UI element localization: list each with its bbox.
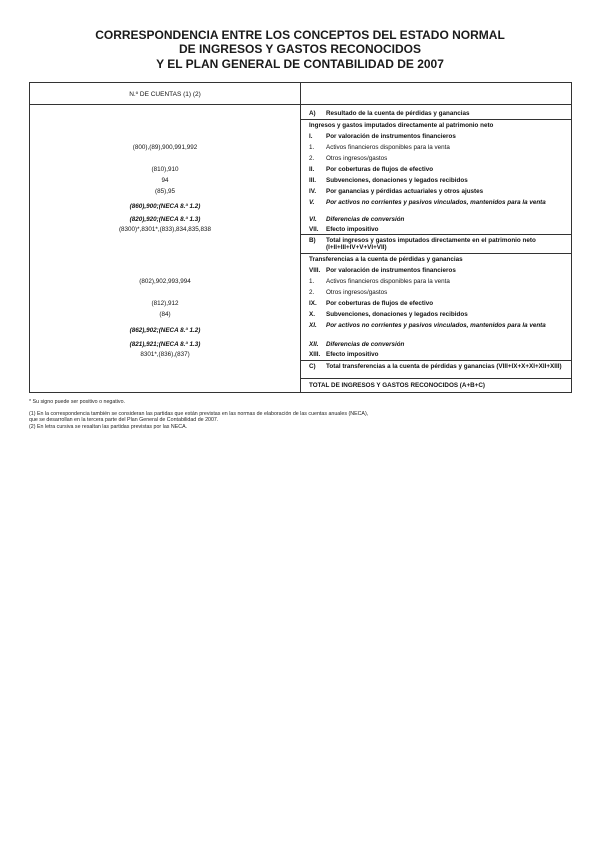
row-label: Subvenciones, donaciones y legados recibidos xyxy=(326,177,468,184)
table-row xyxy=(30,265,573,276)
row-accounts: (810),910 xyxy=(151,166,179,173)
title-line-2: DE INGRESOS Y GASTOS RECONOCIDOS xyxy=(178,42,422,57)
row-accounts: (85),95 xyxy=(155,188,175,195)
row-label: Por activos no corrientes y pasivos vinculados, mantenidos para la venta xyxy=(326,199,546,206)
row-accounts: (800),(89),900,991,992 xyxy=(132,144,198,151)
footnotes xyxy=(29,399,549,430)
table-row xyxy=(30,164,573,175)
header-separator xyxy=(30,104,571,105)
row-label: Por coberturas de flujos de efectivo xyxy=(326,300,434,307)
total-label: TOTAL DE INGRESOS Y GASTOS RECONOCIDOS (A+B+C) xyxy=(309,382,485,389)
row-accounts: 94 xyxy=(161,177,169,184)
page-title xyxy=(60,28,540,71)
table-row xyxy=(30,361,573,379)
section-label: Ingresos y gastos imputados directamente al patrimonio neto xyxy=(309,122,494,129)
row-label: Por ganancias y pérdidas actuariales y otros ajustes xyxy=(326,188,484,195)
section-label: Transferencias a la cuenta de pérdidas y ganancias xyxy=(309,256,463,263)
row-accounts: (860),900;(NECA 8.ª 1.2) xyxy=(129,203,201,210)
row-accounts: (812),912 xyxy=(151,300,179,307)
footnote-1: (1) En la correspondencia también se consideran las partidas que están previstas en las normas de elaboración de las cuentas anuales (NECA), xyxy=(29,411,369,418)
footnote-2: (2) En letra cursiva se resaltan las partidas previstas por las NECA. xyxy=(29,423,188,430)
row-number: B) xyxy=(309,237,316,244)
row-label: Por valoración de instrumentos financieros xyxy=(326,267,456,274)
correspondence-table xyxy=(29,82,572,393)
row-number: 1. xyxy=(309,144,315,151)
table-row xyxy=(30,276,573,287)
table-row xyxy=(30,120,573,131)
row-number: XI. xyxy=(309,322,317,329)
row-label: Activos financieros disponibles para la venta xyxy=(326,278,450,285)
row-label: Subvenciones, donaciones y legados recibidos xyxy=(326,311,468,318)
row-accounts: 8301*,(836),(837) xyxy=(140,351,190,358)
table-row xyxy=(30,224,573,235)
row-number: II. xyxy=(309,166,315,173)
row-number: C) xyxy=(309,363,316,370)
footnote-1-continued: que se desarrollan en la tercera parte del Plan General de Contabilidad de 2007. xyxy=(29,417,219,424)
table-row xyxy=(30,186,573,197)
table-row xyxy=(30,235,573,253)
row-number: III. xyxy=(309,177,316,184)
table-row xyxy=(30,287,573,298)
row-number: 2. xyxy=(309,155,315,162)
table-row xyxy=(30,153,573,164)
row-accounts: (8300)*,8301*,(833),834,835,838 xyxy=(118,226,212,233)
row-label: Activos financieros disponibles para la venta xyxy=(326,144,450,151)
row-label: Efecto impositivo xyxy=(326,351,379,358)
row-accounts: (862),902;(NECA 8.ª 1.2) xyxy=(129,327,201,334)
row-number: XIII. xyxy=(309,351,321,358)
row-number: X. xyxy=(309,311,315,318)
row-number: VIII. xyxy=(309,267,321,274)
header-accounts: N.º DE CUENTAS (1) (2) xyxy=(129,91,201,98)
table-row xyxy=(30,298,573,309)
row-number: A) xyxy=(309,110,316,117)
row-number: XII. xyxy=(309,341,319,348)
footnote-asterisk: * Su signo puede ser positivo o negativo. xyxy=(29,399,125,405)
table-row xyxy=(30,108,573,119)
row-label: Total transferencias a la cuenta de pérdidas y ganancias (VIII+IX+X+XI+XII+XIII) xyxy=(326,363,562,370)
row-label: Diferencias de conversión xyxy=(326,341,405,348)
row-label: Total ingresos y gastos imputados directamente en el patrimonio neto (I+II+III+IV+V+VI+VII) xyxy=(326,237,536,251)
table-row xyxy=(30,131,573,142)
row-accounts: (84) xyxy=(159,311,171,318)
table-row xyxy=(30,349,573,360)
table-row xyxy=(30,309,573,320)
row-number: IV. xyxy=(309,188,317,195)
row-number: 1. xyxy=(309,278,315,285)
row-label: Diferencias de conversión xyxy=(326,216,405,223)
row-label: Efecto impositivo xyxy=(326,226,379,233)
row-label: Otros ingresos/gastos xyxy=(326,155,388,162)
row-number: 2. xyxy=(309,289,315,296)
row-accounts: (821),921;(NECA 8.ª 1.3) xyxy=(129,341,201,348)
row-number: VI. xyxy=(309,216,317,223)
row-label: Resultado de la cuenta de pérdidas y ganancias xyxy=(326,110,470,117)
row-label: Por valoración de instrumentos financieros xyxy=(326,133,456,140)
row-number: I. xyxy=(309,133,313,140)
row-accounts: (820),920;(NECA 8.ª 1.3) xyxy=(129,216,201,223)
row-number: VII. xyxy=(309,226,319,233)
table-row xyxy=(30,142,573,153)
table-row xyxy=(30,197,573,215)
table-row xyxy=(30,380,573,391)
row-label: Por coberturas de flujos de efectivo xyxy=(326,166,434,173)
row-label: Por activos no corrientes y pasivos vinculados, mantenidos para la venta xyxy=(326,322,546,329)
row-number: IX. xyxy=(309,300,317,307)
row-label: Otros ingresos/gastos xyxy=(326,289,388,296)
title-line-3: Y EL PLAN GENERAL DE CONTABILIDAD DE 2007 xyxy=(156,56,444,71)
table-row xyxy=(30,254,573,265)
row-accounts: (802),902,993,994 xyxy=(139,278,191,285)
title-line-1: CORRESPONDENCIA ENTRE LOS CONCEPTOS DEL ESTADO NORMAL xyxy=(95,28,505,42)
row-number: V. xyxy=(309,199,315,206)
table-row xyxy=(30,175,573,186)
table-row xyxy=(30,320,573,338)
